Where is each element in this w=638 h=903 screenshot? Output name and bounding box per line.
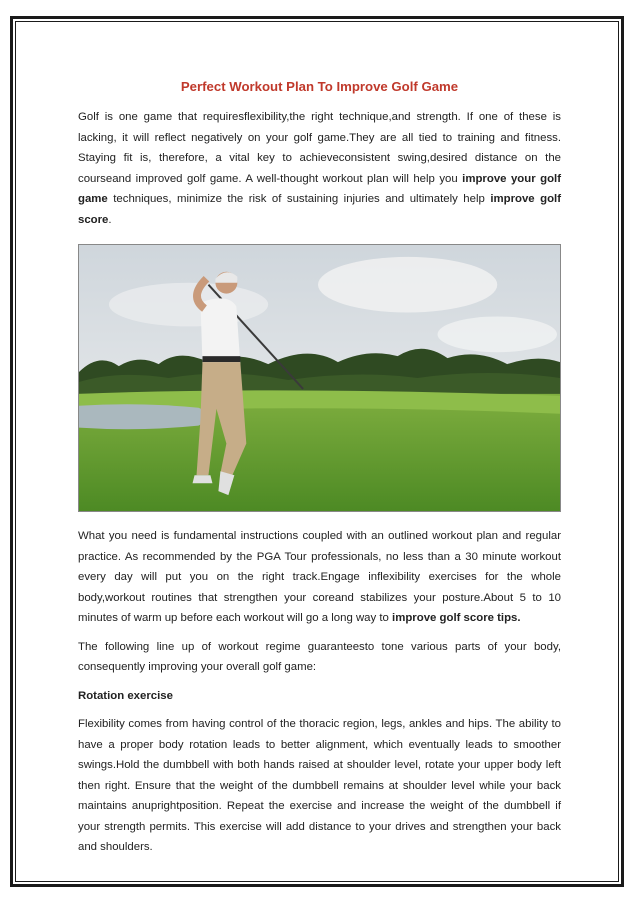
keyword-improve-your-golf-game: improve your golf game — [78, 172, 561, 205]
intro-paragraph: Golf is one game that requiresflexibility,the right technique,and strength. If one of these is lacking, it will reflect negatively on your golf game.They are all tied to training and fitness. Staying fit is, therefore, a vital key to achieveconsistent swing,desired distance on the courseand improved golf game. A well-thought workout plan will help you improve your golf game techniques, minimize the risk of sustaining injuries and ultimately help improve golf score. — [78, 111, 561, 226]
golfer-photo — [78, 244, 561, 512]
keyword-improve-golf-score-tips: improve golf score tips. — [392, 612, 521, 624]
keyword-improve-golf-score: improve golf score — [78, 193, 561, 226]
document-title: Perfect Workout Plan To Improve Golf Game — [180, 79, 459, 94]
rotation-paragraph: Flexibility comes from having control of the thoracic region, legs, ankles and hips. The ability to have a proper body rotation leads to better alignment, which eventually leads to smoother swings.Hold the dumbbell with both hands raised at shoulder level, rotate your upper body left then right. Ensure that the weight of the dumbbell remains at shoulder level while your back maintains anuprightposition. Repeat the exercise and increase the weight of the dumbbell if your strength permits. This exercise will add distance to your drives and strengthen your back and shoulders. — [78, 718, 561, 853]
section-heading-rotation: Rotation exercise — [78, 689, 173, 702]
instructions-paragraph: What you need is fundamental instructions coupled with an outlined workout plan and regular practice. As recommended by the PGA Tour professionals, no less than a 30 minute workout every day will put you on the right track.Engage inflexibility exercises for the whole body,workout routines that strengthen your coreand stabilizes your posture.About 5 to 10 minutes of warm up before each workout will go a long way to improve golf score tips. — [78, 530, 561, 624]
lineup-paragraph: The following line up of workout regime guaranteesto tone various parts of your body, consequently improving your overall golf game: — [78, 640, 561, 673]
document-body — [78, 76, 561, 858]
